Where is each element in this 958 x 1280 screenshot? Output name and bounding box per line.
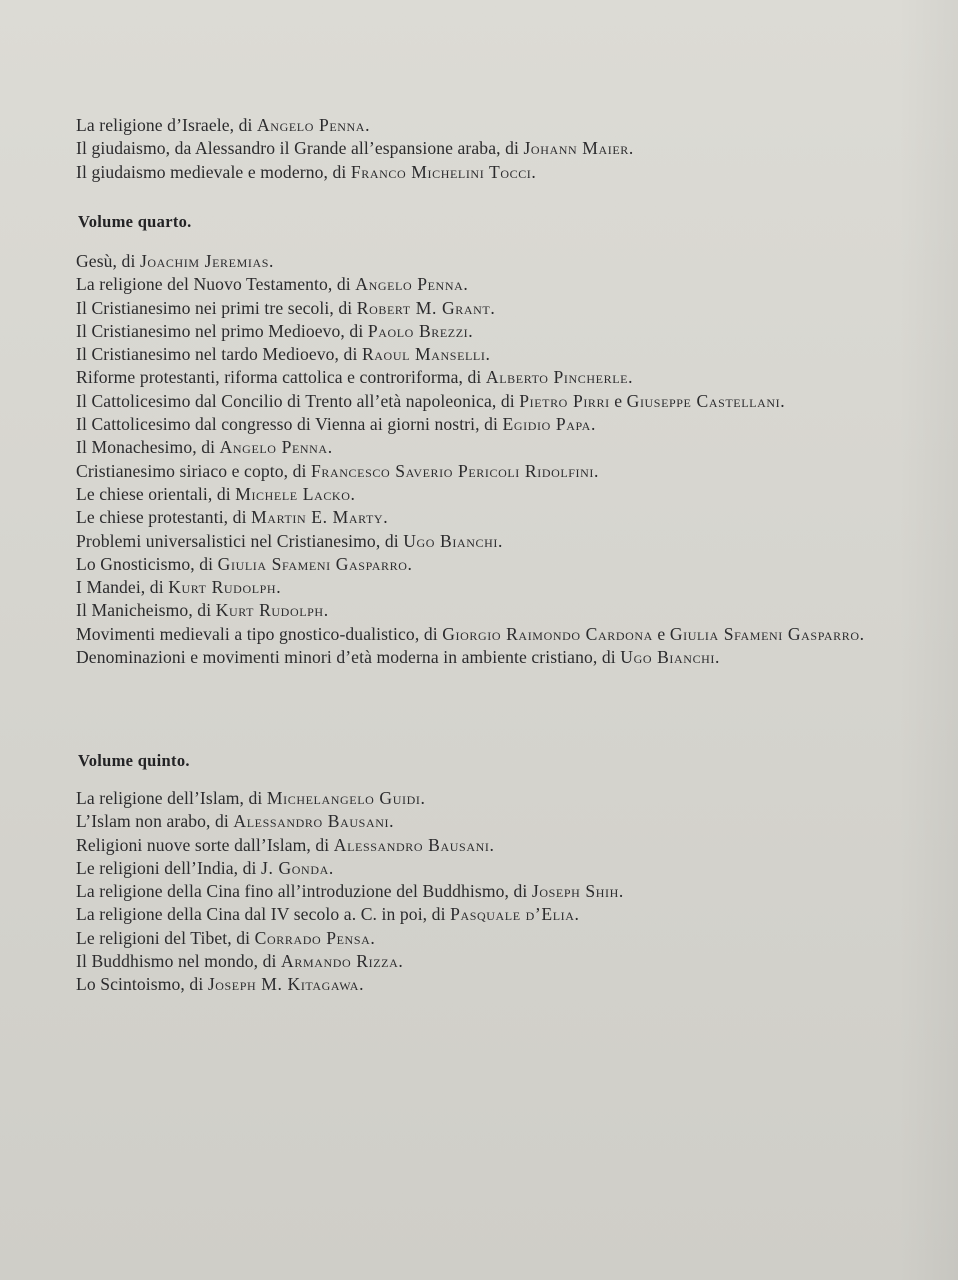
heading-volume-quinto: Volume quinto. <box>78 751 190 770</box>
entry-list-volume-terzo <box>76 114 946 184</box>
entry-cristianesimo-primi-secoli: Il Cristianesimo nei primi tre secoli, di Robert M. Grant. <box>76 297 495 318</box>
entry-buddhismo: Il Buddhismo nel mondo, di Armando Rizza. <box>76 951 403 972</box>
entry-list-volume-quinto <box>76 787 946 997</box>
entry-gesu: Gesù, di Joachim Jeremias. <box>76 251 274 271</box>
entry-gnosticismo: Lo Gnosticismo, di Giulia Sfameni Gasparro. <box>76 553 412 574</box>
entry-religioni-nuove: Religioni nuove sorte dall’Islam, di Alessandro Bausani. <box>76 834 494 855</box>
entry-religione-cina-antica: La religione della Cina fino all’introduzione del Buddhismo, di Joseph Shih. <box>76 881 624 902</box>
author: Alberto Pincherle <box>485 367 629 388</box>
entry-problemi-universalistici: Problemi universalistici nel Cristianesimo, di Ugo Bianchi. <box>76 530 503 551</box>
entry-religione-israele: La religione d’Israele, di Angelo Penna. <box>76 115 370 135</box>
entry-giudaismo-medievale: Il giudaismo medievale e moderno, di Franco Michelini Tocci. <box>76 161 536 182</box>
author: Raoul Manselli <box>361 344 486 365</box>
entry-manicheismo: Il Manicheismo, di Kurt Rudolph. <box>76 600 329 621</box>
author: Giorgio Raimondo Cardona <box>442 623 653 644</box>
entry-mandei: I Mandei, di Kurt Rudolph. <box>76 577 281 598</box>
author: Corrado Pensa <box>254 927 371 948</box>
entry-religioni-tibet: Le religioni del Tibet, di Corrado Pensa. <box>76 927 375 948</box>
author: Francesco Saverio Pericoli Ridolfini <box>311 460 595 481</box>
author: Ugo Bianchi <box>403 530 498 551</box>
entry-movimenti-medievali: Movimenti medievali a tipo gnostico-dualistico, di Giorgio Raimondo Cardona e Giulia Sfameni Gasparro. <box>76 623 865 644</box>
author: Angelo Penna <box>257 115 366 135</box>
author: Paolo Brezzi <box>367 320 469 341</box>
author: Johann Maier <box>523 138 629 159</box>
author: Kurt Rudolph <box>168 577 277 598</box>
author: Giuseppe Castellani <box>626 390 781 411</box>
heading-volume-quarto: Volume quarto. <box>78 212 192 231</box>
entry-chiese-protestanti: Le chiese protestanti, di Martin E. Marty. <box>76 507 388 528</box>
entry-giudaismo-antico: Il giudaismo, da Alessandro il Grande all’espansione araba, di Johann Maier. <box>76 138 634 159</box>
entry-islam-non-arabo: L’Islam non arabo, di Alessandro Bausani. <box>76 811 394 832</box>
author: Robert M. Grant <box>356 297 491 318</box>
entry-cristianesimo-primo-medioevo: Il Cristianesimo nel primo Medioevo, di Paolo Brezzi. <box>76 320 473 341</box>
author: Franco Michelini Tocci <box>350 161 532 182</box>
author: Alessandro Bausani <box>333 834 490 855</box>
entry-nuovo-testamento: La religione del Nuovo Testamento, di Angelo Penna. <box>76 274 468 295</box>
author: Alessandro Bausani <box>233 811 390 832</box>
author: Giulia Sfameni Gasparro <box>217 553 408 574</box>
author: Kurt Rudolph <box>215 600 324 621</box>
author: J. Gonda <box>261 857 329 878</box>
entry-cristianesimo-tardo-medioevo: Il Cristianesimo nel tardo Medioevo, di Raoul Manselli. <box>76 344 490 365</box>
author: Pietro Pirri <box>519 390 610 411</box>
entry-cristianesimo-siriaco: Cristianesimo siriaco e copto, di Francesco Saverio Pericoli Ridolfini. <box>76 460 599 481</box>
entry-scintoismo: Lo Scintoismo, di Joseph M. Kitagawa. <box>76 974 364 995</box>
author: Martin E. Marty <box>251 507 384 528</box>
entry-riforme: Riforme protestanti, riforma cattolica e controriforma, di Alberto Pincherle. <box>76 367 633 388</box>
author: Pasquale d’Elia <box>450 904 575 925</box>
author: Angelo Penna <box>355 274 464 295</box>
entry-cattolicesimo-trento: Il Cattolicesimo dal Concilio di Trento all’età napoleonica, di Pietro Pirri e Giuseppe Castellani. <box>76 390 785 411</box>
author: Joseph Shih <box>531 881 619 902</box>
entry-denominazioni: Denominazioni e movimenti minori d’età moderna in ambiente cristiano, di Ugo Bianchi. <box>76 647 720 668</box>
author: Michelangelo Guidi <box>266 788 421 808</box>
author: Joseph M. Kitagawa <box>207 974 360 995</box>
entry-religione-islam: La religione dell’Islam, di Michelangelo Guidi. <box>76 788 425 808</box>
entry-chiese-orientali: Le chiese orientali, di Michele Lacko. <box>76 483 355 504</box>
author: Ugo Bianchi <box>620 647 716 668</box>
entry-religione-cina-iv-secolo: La religione della Cina dal IV secolo a. C. in poi, di Pasquale d’Elia. <box>76 904 580 925</box>
author: Armando Rizza <box>281 951 399 972</box>
author: Joachim Jeremias <box>139 251 269 271</box>
author: Angelo Penna <box>219 437 328 458</box>
entry-monachesimo: Il Monachesimo, di Angelo Penna. <box>76 437 333 458</box>
entry-religioni-india: Le religioni dell’India, di J. Gonda. <box>76 857 334 878</box>
author: Giulia Sfameni Gasparro <box>669 623 860 644</box>
author: Egidio Papa <box>502 414 591 435</box>
entry-list-volume-quarto <box>76 250 946 669</box>
author: Michele Lacko <box>235 483 351 504</box>
entry-cattolicesimo-vienna: Il Cattolicesimo dal congresso di Vienna ai giorni nostri, di Egidio Papa. <box>76 414 596 435</box>
